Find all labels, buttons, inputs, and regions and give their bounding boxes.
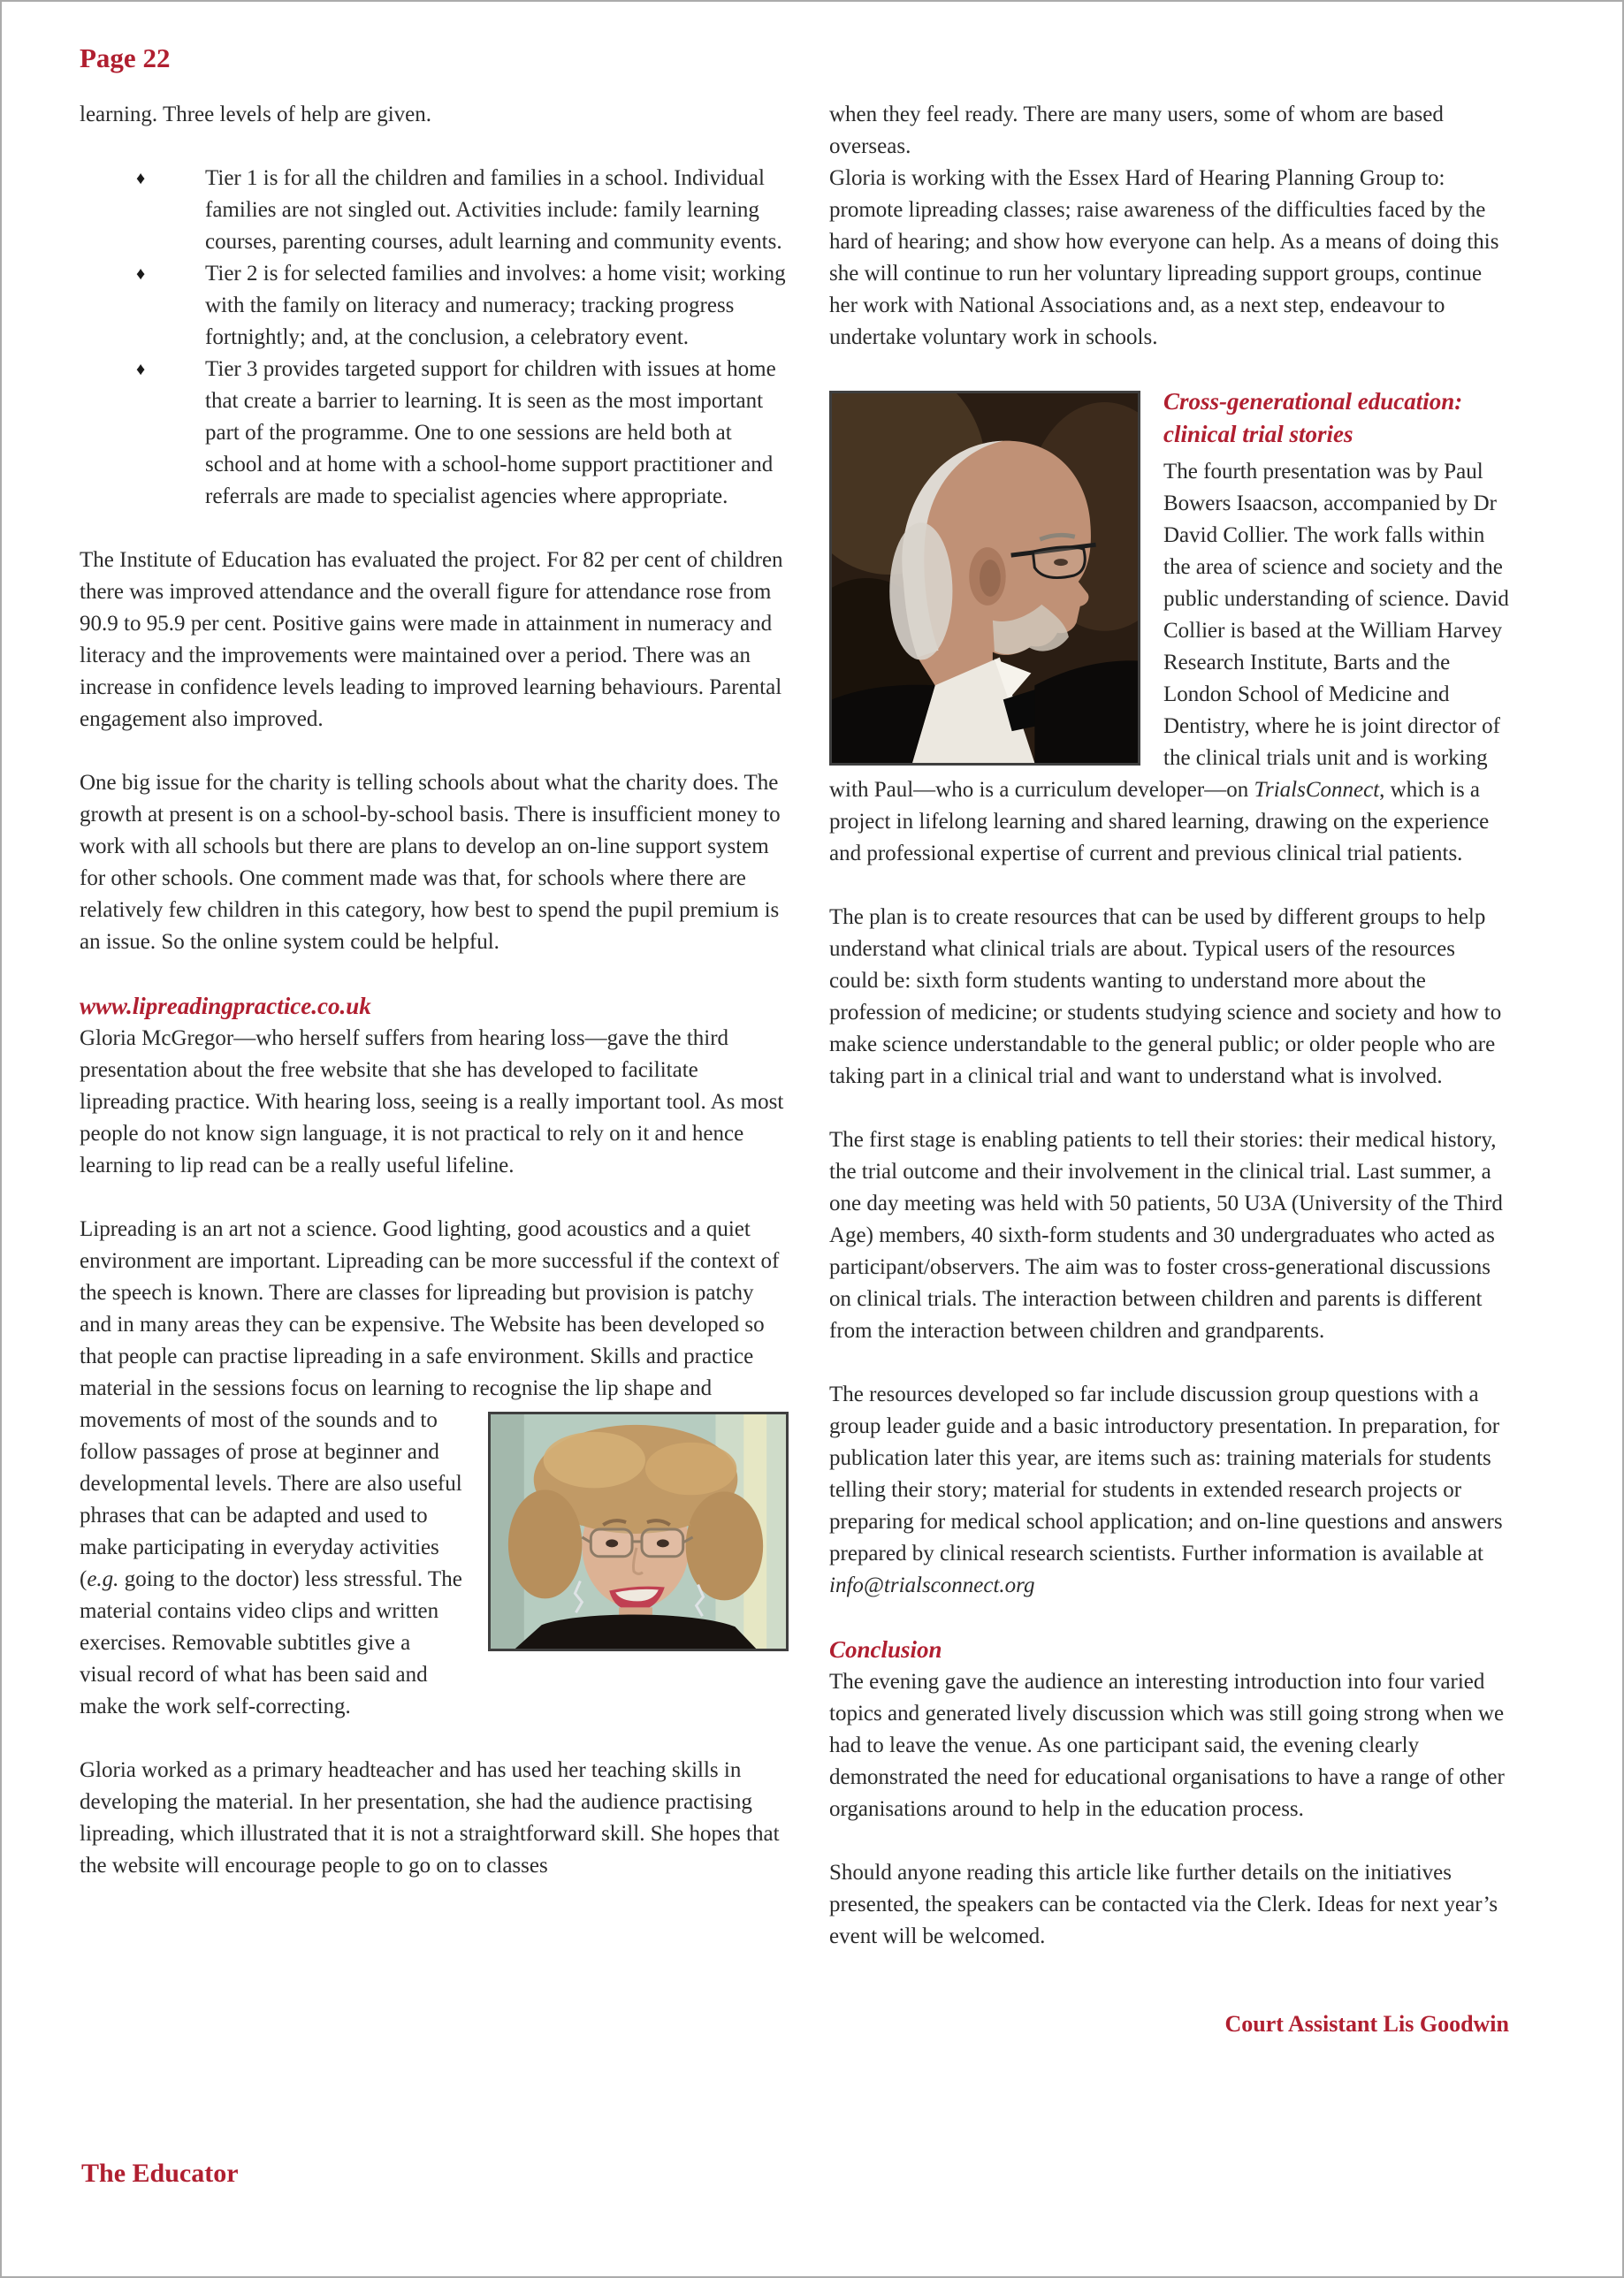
gloria-working-paragraph: Gloria is working with the Essex Hard of Hearing Planning Group to: promote lipreading classes; raise awareness of the difficulties faced by the hard of hearing; and show how everyone can help. As a means of doing this she will continue to run her voluntary lipreading support groups, continue her work with National Associations and, as a next step, endeavour to undertake voluntary work in schools.	[829, 166, 1499, 349]
big-issue-paragraph: One big issue for the charity is telling schools about what the charity does. The growth at present is on a school-by-school basis. There is insufficient money to work with all schools but there are plans to develop an on-line support system for other schools. One comment made was that, for schools where there are relatively few children in this category, how best to spend the pupil premium is an issue. So the online system could be helpful.	[80, 771, 781, 954]
list-item	[80, 354, 789, 513]
resources-text: The resources developed so far include discussion group questions with a group leader guide and a basic introductory presentation. In preparation, for publication later this year, are items such as: training materials for students telling their story; material for students in extended research projects or preparing for medical school application; and on-line questions and answers prepared by clinical research scientists. Further information is available at	[829, 1383, 1503, 1566]
conclusion-heading: Conclusion	[829, 1636, 942, 1663]
intro-paragraph: learning. Three levels of help are given.	[80, 103, 431, 126]
bullet-text: Tier 3 provides targeted support for children with issues at home that create a barrier to learning. It is seen as the most important part of the programme. One to one sessions are held both at school and at home with a school-home support practitioner and referrals are made to specialist agencies where appropriate.	[205, 357, 776, 508]
should-anyone-paragraph: Should anyone reading this article like further details on the initiatives presented, the speakers can be contacted via the Clerk. Ideas for next year’s event will be welcomed.	[829, 1861, 1498, 1948]
right-column	[829, 99, 1509, 2039]
cross-generational-section	[829, 385, 1509, 870]
lipreading-text-end: going to the doctor) less stressful. The material contains video clips and written exercises. Removable subtitles give a visual record of what has been said and make the work self-correcting.	[80, 1567, 462, 1718]
page-number-heading: Page 22	[80, 42, 171, 73]
bullet-text: Tier 1 is for all the children and families in a school. Individual families are not singled out. Activities include: family learning courses, parenting courses, adult learning and community events.	[205, 166, 782, 254]
tier-bullet-list	[80, 163, 789, 513]
contact-email: info@trialsconnect.org	[829, 1573, 1035, 1597]
gloria-mcgregor-paragraph: Gloria McGregor—who herself suffers from hearing loss—gave the third presentation about the free website that she has developed to facilitate lipreading practice. With hearing loss, seeing is a really important tool. As most people do not know sign language, it is not practical to rely on it and hence learning to lip read can be a really useful lifeline.	[80, 1026, 784, 1177]
fourth-presentation-text: The fourth presentation was by Paul Bowers Isaacson, accompanied by Dr David Collier. The work falls within the area of science and society and the public understanding of science. David Collier is based at the William Harvey Research Institute, Barts and the London School of Medicine and Dentistry, where he is joint director of the clinical trials unit and is working with Paul—who is a curriculum developer—on	[829, 460, 1509, 802]
author-byline: Court Assistant Lis Goodwin	[1224, 2011, 1509, 2037]
bullet-text: Tier 2 is for selected families and involves: a home visit; working with the family on literacy and numeracy; tracking progress fortnightly; and, at the conclusion, a celebratory event.	[205, 262, 786, 349]
fourth-presentation-text-end: , which is a project in lifelong learning and shared learning, drawing on the experience and professional expertise of current and previous clinical trial patients.	[829, 778, 1490, 865]
left-column	[80, 99, 789, 2039]
diamond-bullet-icon: ♦	[136, 360, 146, 379]
diamond-bullet-icon: ♦	[136, 264, 146, 284]
cross-generational-heading: Cross-generational education: clinical trial stories	[1163, 388, 1463, 447]
eg-italic: e.g.	[87, 1567, 119, 1591]
resources-paragraph	[829, 1379, 1509, 1602]
trialsconnect-italic: TrialsConnect	[1254, 778, 1380, 802]
gloria-mcgregor-photo	[488, 1412, 789, 1651]
lipreading-text-before-photo: Lipreading is an art not a science. Good lighting, good acoustics and a quiet environment are important. Lipreading can be more successful if the context of the speech is known. There are classes for lipreading but provision is patchy and in many areas they can be expensive. The Website has been developed so that people can practise lipreading in a safe environment. Skills and practice material in the sessions focus on learning to recognise the lip shape and movements of most of the sounds	[80, 1217, 780, 1432]
gloria-worked-paragraph: Gloria worked as a primary headteacher and has used her teaching skills in developing the material. In her presentation, she had the audience practising lipreading, which illustrated that it is not a straightforward skill. She hopes that the website will encourage people to go on to classes	[80, 1758, 780, 1878]
two-column-layout	[80, 99, 1622, 2039]
website-heading: www.lipreadingpractice.co.uk	[80, 993, 371, 1019]
list-item	[80, 163, 789, 258]
lipreading-text-after-photo: and to follow passages of prose at beginner and developmental levels. There are also useful phrases that can be adapted and used to make participating in everyday activities (	[80, 1408, 462, 1591]
diamond-bullet-icon: ♦	[136, 169, 146, 188]
man-profile-illustration	[832, 393, 1138, 763]
when-ready-paragraph: when they feel ready. There are many users, some of whom are based overseas.	[829, 103, 1444, 158]
plan-paragraph: The plan is to create resources that can be used by different groups to help understand what clinical trials are about. Typical users of the resources could be: sixth form students wanting to understand more about the profession of medicine; or students studying science and society and how to make science understandable to the general public; or older people who are taking part in a clinical trial and want to understand what is involved.	[829, 905, 1502, 1088]
paul-bowers-isaacson-photo	[829, 391, 1140, 766]
first-stage-paragraph: The first stage is enabling patients to tell their stories: their medical history, the trial outcome and their involvement in the clinical trial. Last summer, a one day meeting was held with 50 patients, 50 U3A (University of the Third Age) members, 40 sixth-form students and 30 undergraduates who acted as participant/observers. The aim was to foster cross-generational discussions on clinical trials. The interaction between children and parents is different from the interaction between children and grandparents.	[829, 1128, 1503, 1343]
list-item	[80, 258, 789, 354]
publication-footer: The Educator	[81, 2159, 239, 2188]
woman-portrait-illustration	[491, 1414, 786, 1649]
lipreading-paragraph	[80, 1214, 789, 1723]
institute-evaluation-paragraph: The Institute of Education has evaluated the project. For 82 per cent of children there was improved attendance and the overall figure for attendance rose from 90.9 to 95.9 per cent. Positive gains were made in attainment in numeracy and literacy and the improvements were maintained over a period. There was an increase in confidence levels leading to improved learning behaviours. Parental engagement also improved.	[80, 548, 783, 731]
conclusion-paragraph: The evening gave the audience an interesting introduction into four varied topics and generated lively discussion which was still going strong when we had to leave the venue. As one participant said, the evening clearly demonstrated the need for educational organisations to have a range of other organisations around to help in the education process.	[829, 1670, 1505, 1821]
